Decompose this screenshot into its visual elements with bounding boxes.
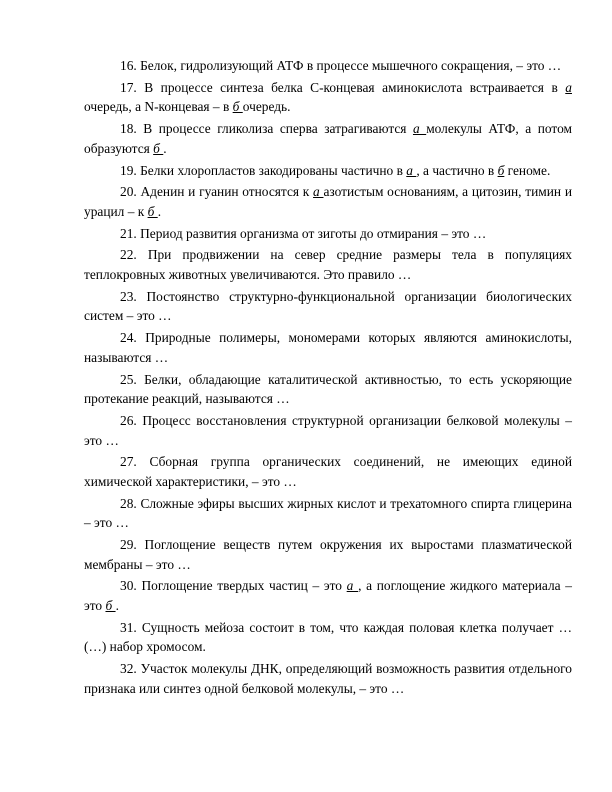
- blank-b: б: [232, 99, 243, 115]
- question-23: 23. Постоянство структурно-функциональной организации биологических систем – это …: [84, 288, 572, 324]
- question-21: 21. Период развития организма от зиготы до отмирания – это …: [120, 225, 487, 241]
- question-26: 26. Процесс восстановления структурной организации белковой молекулы – это …: [84, 412, 572, 448]
- question-32: 32. Участок молекулы ДНК, определяющий возможность развития отдельного признака или синтез одной белковой молекулы, – это …: [84, 661, 572, 696]
- blank-a: а: [346, 578, 359, 594]
- blank-a: а: [313, 184, 324, 200]
- blank-b: б: [147, 203, 158, 219]
- blank-a: а: [406, 162, 417, 178]
- question-16: 16. Белок, гидролизующий АТФ в процессе мышечного сокращения, – это …: [120, 58, 562, 73]
- document-page: [84, 56, 572, 701]
- question-20: 20. Аденин и гуанин относятся к а азотистым основаниям, а цитозин, тимин и урацил – к б .: [84, 184, 572, 219]
- question-24: 24. Природные полимеры, мономерами которых являются аминокислоты, называются …: [84, 330, 572, 365]
- question-29: 29. Поглощение веществ путем окружения их выростами плазматической мембраны – это …: [84, 537, 572, 572]
- question-30: 30. Поглощение твердых частиц – это а , а поглощение жидкого материала – это б .: [84, 578, 573, 614]
- question-22: 22. При продвижении на север средние размеры тела в популяциях теплокровных животных увеличиваются. Это правило …: [84, 247, 573, 283]
- blank-a: а: [565, 79, 572, 95]
- question-28: 28. Сложные эфиры высших жирных кислот и трехатомного спирта глицерина – это …: [84, 495, 572, 531]
- question-31: 31. Сущность мейоза состоит в том, что каждая половая клетка получает … (…) набор хромосом.: [84, 619, 572, 655]
- blank-b: б: [153, 140, 164, 156]
- question-19: 19. Белки хлоропластов закодированы частично в а , а частично в б геноме.: [120, 162, 551, 178]
- blank-b: б: [497, 162, 505, 178]
- question-27: 27. Сборная группа органических соединений, не имеющих единой химической характеристики, – это …: [84, 454, 572, 489]
- question-18: 18. В процессе гликолиза сперва затрагиваются а молекулы АТФ, а потом образуются б .: [84, 121, 572, 156]
- question-17: 17. В процессе синтеза белка С-концевая аминокислота встраивается в а очередь, а N-концевая – в б очередь.: [84, 79, 572, 115]
- blank-b: б: [105, 598, 116, 614]
- question-25: 25. Белки, обладающие каталитической активностью, то есть ускоряющие протекание реакций, называются …: [84, 371, 572, 407]
- blank-a: а: [412, 121, 427, 137]
